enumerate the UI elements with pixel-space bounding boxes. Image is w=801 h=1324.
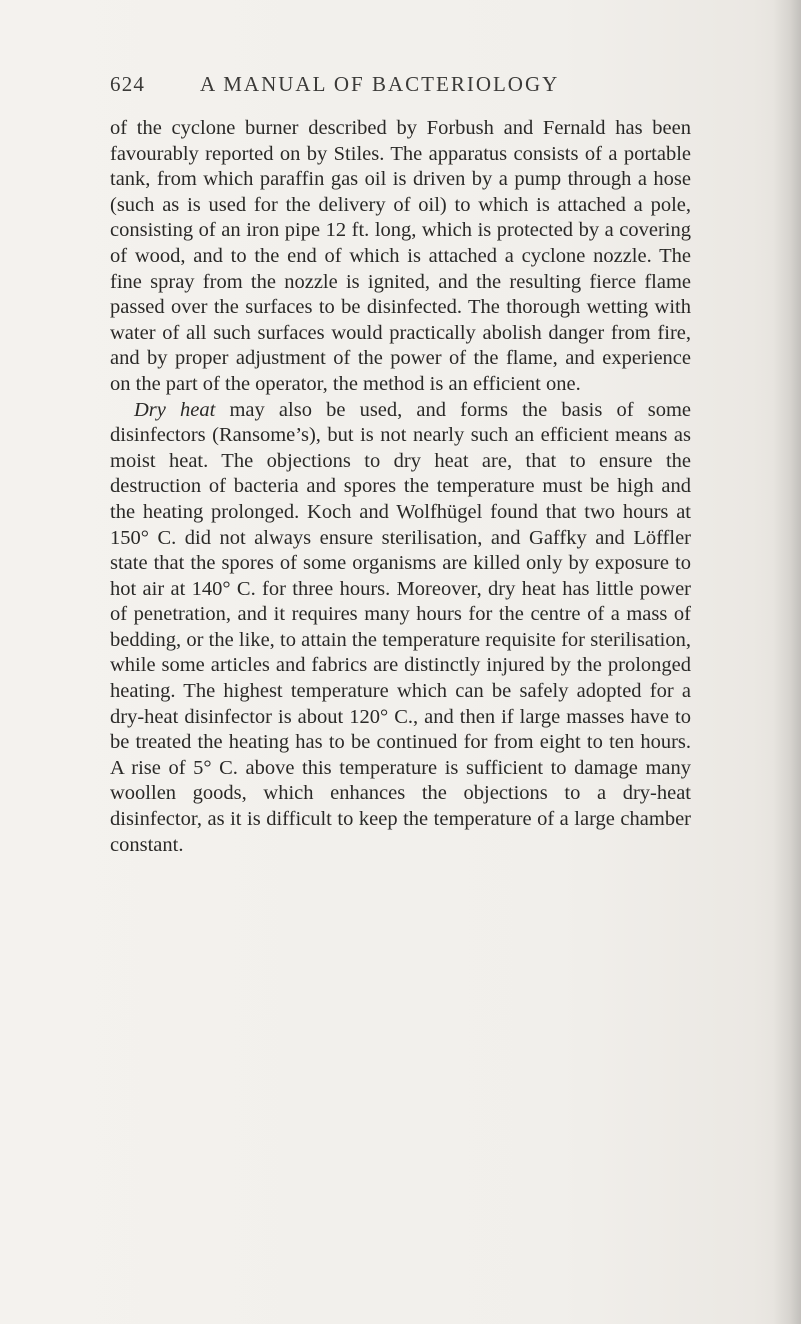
- paragraph-dry-heat: [110, 398, 691, 859]
- paragraph-text: may also be used, and forms the basis of some disinfectors (Ransome’s), but is not nearly such an efficient means as moist heat. The objections to dry heat are, that to ensure the destruction of bacteria and spores the temperature must be high and the heating prolonged. Koch and Wolfhügel found that two hours at 150° C. did not always ensure sterilisation, and Gaffky and Löffler state that the spores of some organisms are killed only by exposure to hot air at 140° C. for three hours. Moreover, dry heat has little power of penetration, and it requires many hours for the centre of a mass of bedding, or the like, to attain the temperature requisite for sterilisation, while some articles and fabrics are distinctly injured by the prolonged heating. The highest temperature which can be safely adopted for a dry-heat disinfector is about 120° C., and then if large masses have to be treated the heating has to be continued for from eight to ten hours. A rise of 5° C. above this temperature is sufficient to damage many woollen goods, which enhances the objections to a dry-heat disinfector, as it is difficult to keep the temperature of a large chamber constant.: [110, 398, 691, 856]
- page-number: 624: [110, 72, 146, 96]
- body-text: [110, 116, 691, 858]
- paragraph-cyclone-burner: [110, 116, 691, 398]
- running-head-title: A MANUAL OF BACTERIOLOGY: [200, 72, 560, 96]
- dry-heat-term: Dry heat: [134, 398, 216, 421]
- paragraph-text: of the cyclone burner described by Forbush and Fernald has been favourably reported on by Stiles. The apparatus consists of a portable tank, from which paraffin gas oil is driven by a pump through a hose (such as is used for the delivery of oil) to which is attached a pole, consisting of an iron pipe 12 ft. long, which is protected by a covering of wood, and to the end of which is attached a cyclone nozzle. The fine spray from the nozzle is ignited, and the resulting fierce flame passed over the surfaces to be disinfected. The thorough wetting with water of all such surfaces would practically abolish danger from fire, and by proper adjustment of the power of the flame, and experience on the part of the operator, the method is an efficient one.: [110, 117, 691, 395]
- page-edge-shadow: [773, 0, 801, 1324]
- running-head: [110, 72, 630, 102]
